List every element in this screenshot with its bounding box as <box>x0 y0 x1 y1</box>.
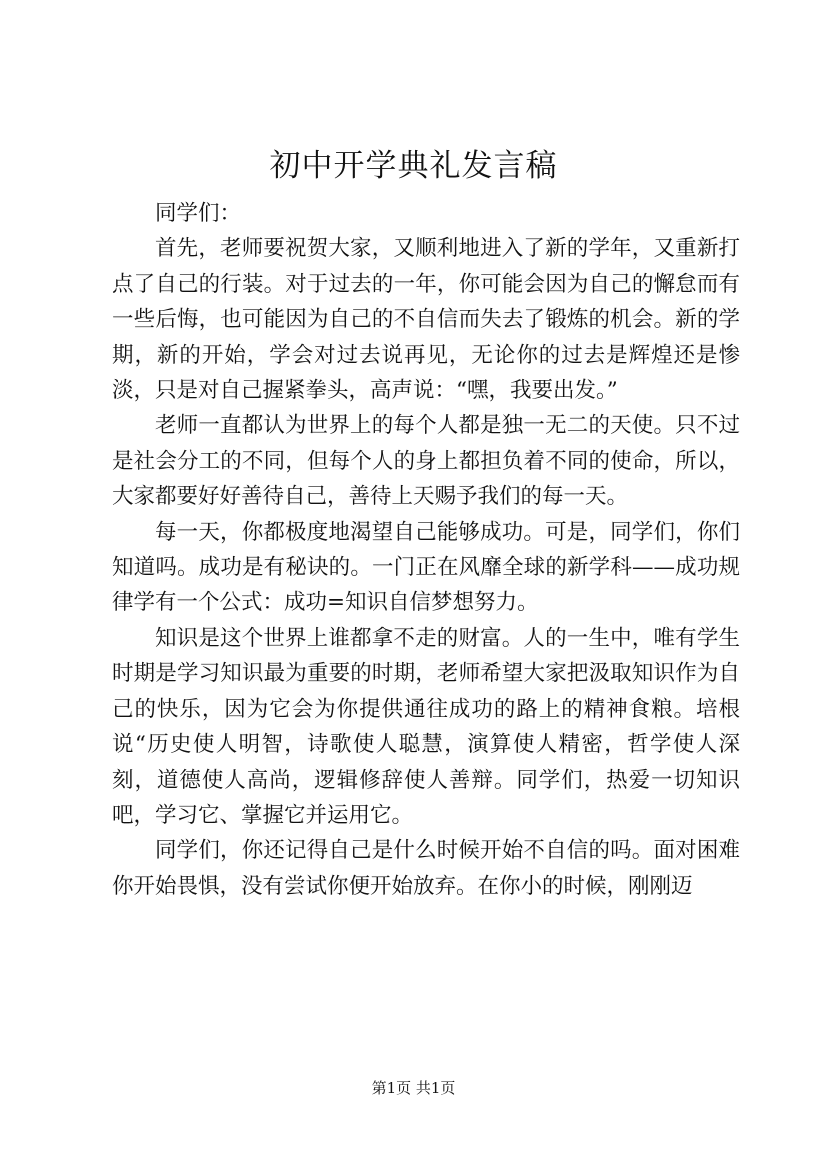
document-title: 初中开学典礼发言稿 <box>269 148 558 184</box>
page-footer: 第1页 共1页 <box>371 1079 456 1097</box>
paragraph: 老师一直都认为世界上的每个人都是独一无二的天使。只不过是社会分工的不同，但每个人的身上都担负着不同的使命，所以，大家都要好好善待自己，善待上天赐予我们的每一天。 <box>112 413 740 510</box>
paragraph: 每一天，你都极度地渴望自己能够成功。可是，同学们，你们知道吗。成功是有秘诀的。一门正在风靡全球的新学科——成功规律学有一个公式：成功=知识自信梦想努力。 <box>112 519 740 616</box>
paragraph: 同学们，你还记得自己是什么时候开始不自信的吗。面对困难你开始畏惧，没有尝试你便开始放弃。在你小的时候，刚刚迈 <box>112 838 740 899</box>
document-body <box>112 196 740 904</box>
paragraph-salutation: 同学们： <box>155 201 242 226</box>
paragraph: 首先，老师要祝贺大家，又顺利地进入了新的学年，又重新打点了自己的行装。对于过去的一年，你可能会因为自己的懈怠而有一些后悔，也可能因为自己的不自信而失去了锻炼的机会。新的学期，新的开始，学会对过去说再见，无论你的过去是辉煌还是惨淡，只是对自己握紧拳头，高声说：“嘿，我要出发。” <box>112 236 740 404</box>
paragraph: 知识是这个世界上谁都拿不走的财富。人的一生中，唯有学生时期是学习知识最为重要的时期，老师希望大家把汲取知识作为自己的快乐，因为它会为你提供通往成功的路上的精神食粮。培根说“历史使人明智，诗歌使人聪慧，演算使人精密，哲学使人深刻，道德使人高尚，逻辑修辞使人善辩。同学们，热爱一切知识吧，学习它、掌握它并运用它。 <box>112 625 740 828</box>
